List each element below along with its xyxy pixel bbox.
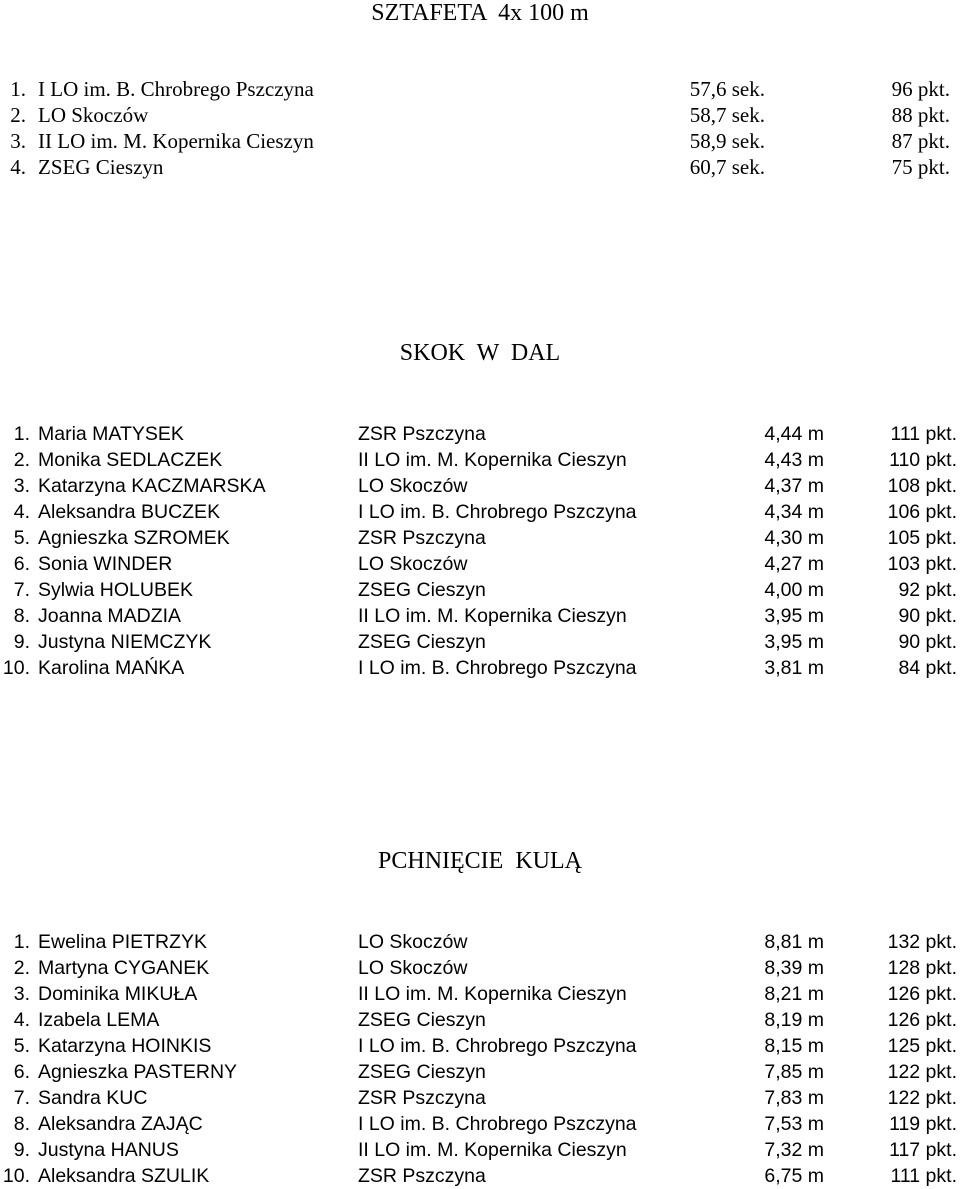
place-number: 1. bbox=[13, 931, 30, 953]
athlete-name: Aleksandra SZULIK bbox=[38, 1165, 210, 1187]
result-row bbox=[0, 955, 960, 981]
result-distance: 3,95 m bbox=[764, 605, 824, 627]
points: 125 pkt. bbox=[887, 1035, 957, 1057]
school-name: ZSR Pszczyna bbox=[358, 423, 486, 445]
points: 126 pkt. bbox=[887, 983, 957, 1005]
result-row bbox=[0, 1163, 960, 1189]
points: 110 pkt. bbox=[889, 449, 957, 471]
result-distance: 3,81 m bbox=[764, 657, 824, 679]
athlete-name: Sonia WINDER bbox=[38, 553, 173, 575]
school-name: I LO im. B. Chrobrego Pszczyna bbox=[358, 1113, 637, 1135]
school-name: LO Skoczów bbox=[358, 475, 468, 497]
section-title-shot-put: PCHNIĘCIE KULĄ bbox=[378, 848, 582, 874]
school-name: II LO im. M. Kopernika Cieszyn bbox=[358, 1139, 627, 1161]
points: 128 pkt. bbox=[887, 957, 957, 979]
place-number: 8. bbox=[13, 1113, 30, 1135]
result-time: 58,9 sek. bbox=[689, 129, 765, 153]
points: 119 pkt. bbox=[889, 1113, 957, 1135]
result-distance: 4,43 m bbox=[764, 449, 824, 471]
result-row bbox=[0, 525, 960, 551]
points: 84 pkt. bbox=[898, 657, 957, 679]
points: 105 pkt. bbox=[887, 527, 957, 549]
points: 132 pkt. bbox=[887, 931, 957, 953]
result-row bbox=[0, 447, 960, 473]
result-distance: 6,75 m bbox=[764, 1165, 824, 1187]
result-row bbox=[0, 128, 960, 154]
place-number: 3. bbox=[13, 983, 30, 1005]
school-name: II LO im. M. Kopernika Cieszyn bbox=[358, 449, 627, 471]
points: 75 pkt. bbox=[891, 155, 950, 179]
school-name: II LO im. M. Kopernika Cieszyn bbox=[358, 605, 627, 627]
school-name: I LO im. B. Chrobrego Pszczyna bbox=[358, 501, 637, 523]
athlete-name: Monika SEDLACZEK bbox=[38, 449, 223, 471]
team-name: I LO im. B. Chrobrego Pszczyna bbox=[38, 77, 314, 101]
points: 96 pkt. bbox=[891, 77, 950, 101]
points: 88 pkt. bbox=[891, 103, 950, 127]
place-number: 3. bbox=[10, 129, 26, 153]
result-row bbox=[0, 1059, 960, 1085]
athlete-name: Aleksandra ZAJĄC bbox=[38, 1113, 203, 1135]
athlete-name: Katarzyna KACZMARSKA bbox=[38, 475, 266, 497]
points: 90 pkt. bbox=[898, 631, 957, 653]
result-time: 57,6 sek. bbox=[689, 77, 765, 101]
points: 117 pkt. bbox=[889, 1139, 957, 1161]
place-number: 2. bbox=[13, 449, 30, 471]
athlete-name: Aleksandra BUCZEK bbox=[38, 501, 221, 523]
athlete-name: Justyna NIEMCZYK bbox=[38, 631, 212, 653]
athlete-name: Justyna HANUS bbox=[38, 1139, 179, 1161]
points: 92 pkt. bbox=[898, 579, 957, 601]
place-number: 1. bbox=[10, 77, 26, 101]
athlete-name: Agnieszka SZROMEK bbox=[38, 527, 230, 549]
result-row bbox=[0, 421, 960, 447]
school-name: I LO im. B. Chrobrego Pszczyna bbox=[358, 1035, 637, 1057]
points: 122 pkt. bbox=[887, 1087, 957, 1109]
school-name: LO Skoczów bbox=[358, 553, 468, 575]
school-name: LO Skoczów bbox=[358, 957, 468, 979]
result-distance: 7,85 m bbox=[764, 1061, 824, 1083]
place-number: 1. bbox=[13, 423, 30, 445]
result-row bbox=[0, 499, 960, 525]
points: 111 pkt. bbox=[890, 423, 957, 445]
result-distance: 8,21 m bbox=[764, 983, 824, 1005]
result-distance: 8,39 m bbox=[764, 957, 824, 979]
result-row bbox=[0, 981, 960, 1007]
school-name: ZSEG Cieszyn bbox=[358, 1061, 486, 1083]
result-distance: 7,32 m bbox=[764, 1139, 824, 1161]
place-number: 10. bbox=[2, 657, 30, 679]
section-title-long-jump: SKOK W DAL bbox=[399, 340, 561, 366]
place-number: 2. bbox=[13, 957, 30, 979]
place-number: 5. bbox=[13, 527, 30, 549]
place-number: 6. bbox=[13, 553, 30, 575]
points: 111 pkt. bbox=[890, 1165, 957, 1187]
athlete-name: Joanna MADZIA bbox=[38, 605, 182, 627]
school-name: I LO im. B. Chrobrego Pszczyna bbox=[358, 657, 637, 679]
result-row bbox=[0, 655, 960, 681]
result-distance: 4,00 m bbox=[764, 579, 824, 601]
result-distance: 4,44 m bbox=[764, 423, 824, 445]
school-name: ZSR Pszczyna bbox=[358, 1165, 486, 1187]
result-row bbox=[0, 629, 960, 655]
result-row bbox=[0, 473, 960, 499]
school-name: II LO im. M. Kopernika Cieszyn bbox=[358, 983, 627, 1005]
result-row bbox=[0, 551, 960, 577]
school-name: ZSEG Cieszyn bbox=[358, 631, 486, 653]
place-number: 3. bbox=[13, 475, 30, 497]
place-number: 5. bbox=[13, 1035, 30, 1057]
points: 126 pkt. bbox=[887, 1009, 957, 1031]
place-number: 4. bbox=[13, 1009, 30, 1031]
result-distance: 7,83 m bbox=[764, 1087, 824, 1109]
points: 122 pkt. bbox=[887, 1061, 957, 1083]
result-row bbox=[0, 1033, 960, 1059]
place-number: 4. bbox=[13, 501, 30, 523]
school-name: LO Skoczów bbox=[358, 931, 468, 953]
place-number: 6. bbox=[13, 1061, 30, 1083]
place-number: 8. bbox=[13, 605, 30, 627]
school-name: ZSR Pszczyna bbox=[358, 1087, 486, 1109]
result-distance: 4,27 m bbox=[764, 553, 824, 575]
school-name: ZSEG Cieszyn bbox=[358, 579, 486, 601]
athlete-name: Martyna CYGANEK bbox=[38, 957, 210, 979]
athlete-name: Katarzyna HOINKIS bbox=[38, 1035, 212, 1057]
result-row bbox=[0, 102, 960, 128]
athlete-name: Agnieszka PASTERNY bbox=[38, 1061, 238, 1083]
result-row bbox=[0, 1007, 960, 1033]
team-name: II LO im. M. Kopernika Cieszyn bbox=[38, 129, 314, 153]
points: 108 pkt. bbox=[887, 475, 957, 497]
points: 106 pkt. bbox=[887, 501, 957, 523]
athlete-name: Sylwia HOLUBEK bbox=[38, 579, 193, 601]
result-time: 58,7 sek. bbox=[689, 103, 765, 127]
result-distance: 8,19 m bbox=[764, 1009, 824, 1031]
place-number: 9. bbox=[13, 631, 30, 653]
place-number: 7. bbox=[13, 1087, 30, 1109]
result-row bbox=[0, 1111, 960, 1137]
result-time: 60,7 sek. bbox=[689, 155, 765, 179]
athlete-name: Sandra KUC bbox=[38, 1087, 148, 1109]
school-name: ZSEG Cieszyn bbox=[358, 1009, 486, 1031]
section-title-relay: SZTAFETA 4x 100 m bbox=[371, 0, 589, 26]
result-row bbox=[0, 76, 960, 102]
athlete-name: Maria MATYSEK bbox=[38, 423, 184, 445]
result-distance: 4,37 m bbox=[764, 475, 824, 497]
place-number: 10. bbox=[2, 1165, 30, 1187]
athlete-name: Karolina MAŃKA bbox=[38, 657, 185, 679]
place-number: 9. bbox=[13, 1139, 30, 1161]
result-row bbox=[0, 577, 960, 603]
result-row bbox=[0, 929, 960, 955]
result-row bbox=[0, 154, 960, 180]
athlete-name: Dominika MIKUŁA bbox=[38, 983, 198, 1005]
result-distance: 8,81 m bbox=[764, 931, 824, 953]
athlete-name: Ewelina PIETRZYK bbox=[38, 931, 208, 953]
points: 103 pkt. bbox=[887, 553, 957, 575]
result-distance: 4,30 m bbox=[764, 527, 824, 549]
team-name: ZSEG Cieszyn bbox=[38, 155, 164, 179]
place-number: 7. bbox=[13, 579, 30, 601]
result-distance: 7,53 m bbox=[764, 1113, 824, 1135]
place-number: 2. bbox=[10, 103, 26, 127]
result-distance: 8,15 m bbox=[764, 1035, 824, 1057]
result-distance: 3,95 m bbox=[764, 631, 824, 653]
points: 87 pkt. bbox=[891, 129, 950, 153]
points: 90 pkt. bbox=[898, 605, 957, 627]
result-distance: 4,34 m bbox=[764, 501, 824, 523]
result-row bbox=[0, 1137, 960, 1163]
team-name: LO Skoczów bbox=[38, 103, 149, 127]
school-name: ZSR Pszczyna bbox=[358, 527, 486, 549]
result-row bbox=[0, 1085, 960, 1111]
athlete-name: Izabela LEMA bbox=[38, 1009, 160, 1031]
place-number: 4. bbox=[10, 155, 26, 179]
result-row bbox=[0, 603, 960, 629]
